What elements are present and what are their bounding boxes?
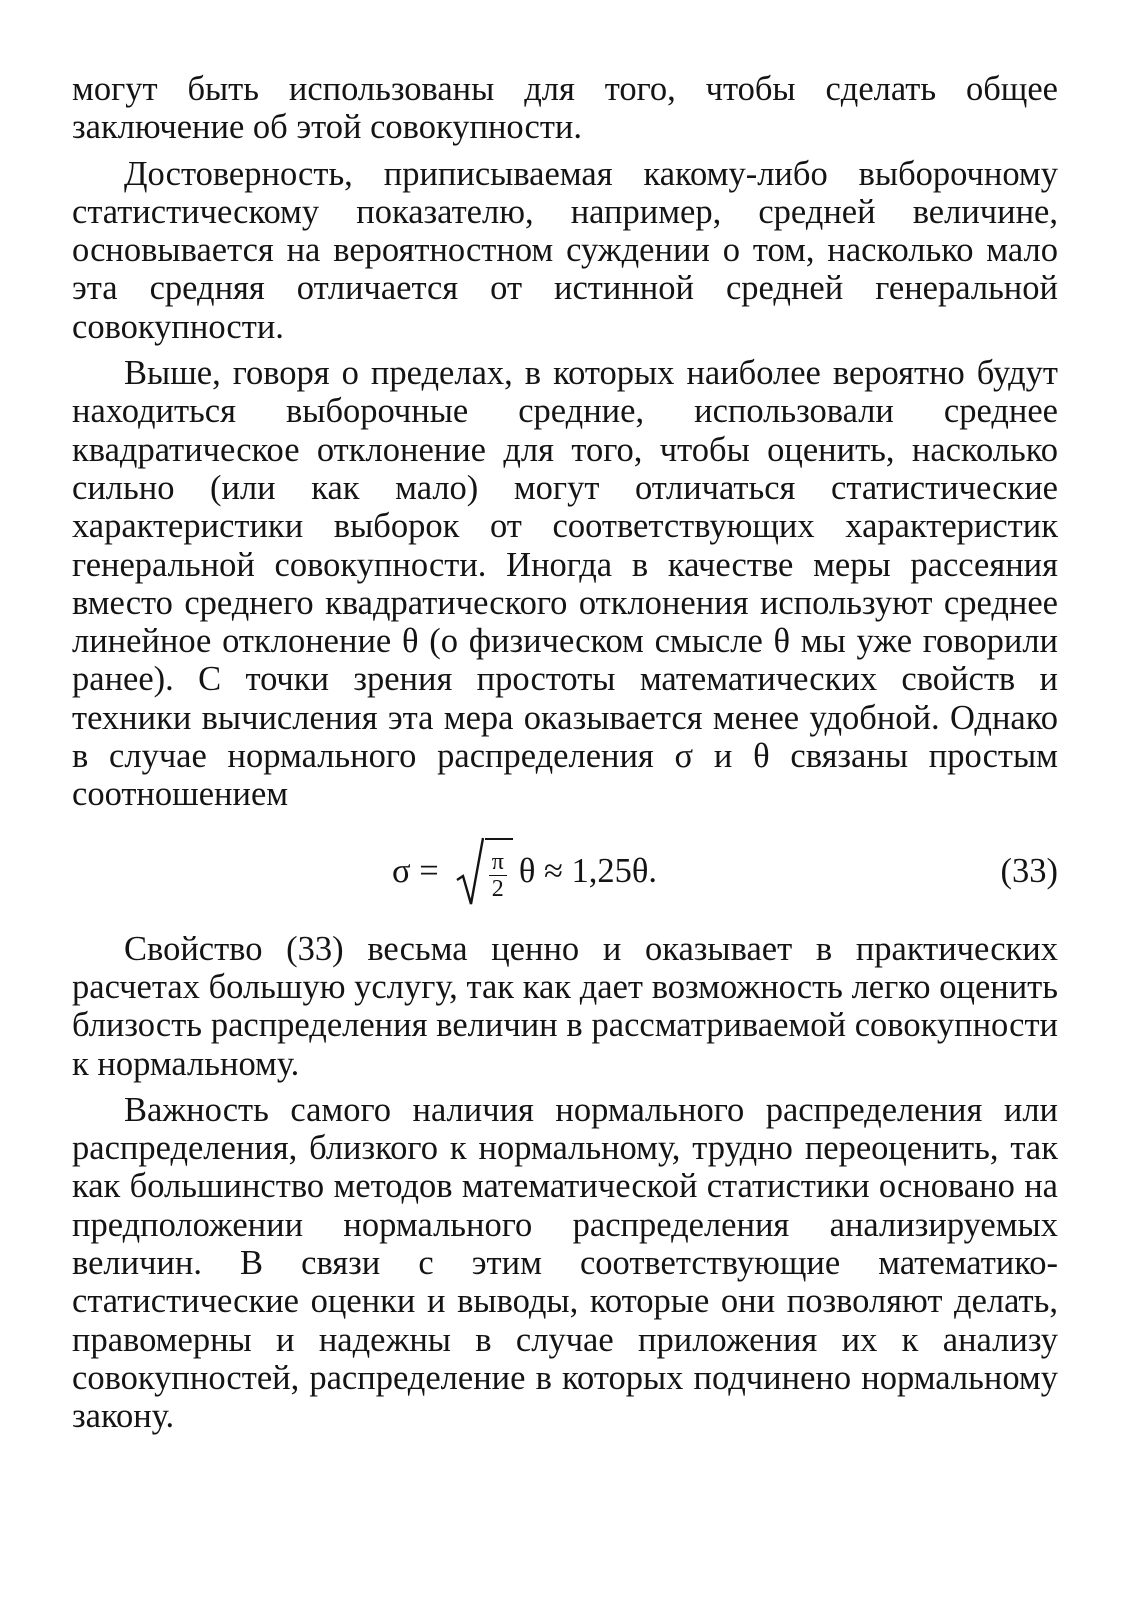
formula-33 xyxy=(72,818,1058,926)
radical-sign-icon xyxy=(455,836,485,908)
paragraph-5: Важность самого наличия нормального распределения или распределения, близкого к нормальному, трудно переоценить, так как большинство методов математической статистики основано на предположении нормального распределения анализируемых величин. В связи с этим соответствующие математико-статистические оценки и выводы, которые они позволяют делать, правомерны и надежны в случае приложения их к анализу совокупностей, распределение в которых подчинено нормальному закону. xyxy=(72,1090,1058,1436)
paragraph-2: Достоверность, приписываемая какому-либо выборочному статистическому показателю, например, средней величине, основывается на вероятностном суждении о том, насколько мало эта средняя отличается от истинной средней генеральной совокупности. xyxy=(72,154,1058,346)
square-root xyxy=(455,836,513,908)
equation-number: (33) xyxy=(1000,852,1058,891)
radicand xyxy=(485,838,513,908)
fraction-pi-over-2 xyxy=(489,849,507,902)
paragraph-3: Выше, говоря о пределах, в которых наиболее вероятно будут находиться выборочные средние, использовали среднее квадратическое отклонение для того, чтобы оценить, насколько сильно (или как мало) могут отличаться статистические характеристики выборок от соответствующих характеристик генеральной совокупности. Иногда в качестве меры рассеяния вместо среднего квадратического отклонения используют среднее линейное отклонение θ (о физическом смысле θ мы уже говорили ранее). С точки зрения простоты математических свойств и техники вычисления эта мера оказывается менее удобной. Однако в случае нормального распределения σ и θ связаны простым соотношением xyxy=(72,354,1058,814)
fraction-numerator: π xyxy=(489,849,507,876)
fraction-denominator: 2 xyxy=(491,876,504,903)
formula-expression xyxy=(392,832,657,912)
page-text xyxy=(72,70,1058,1436)
paragraph-1: могут быть использованы для того, чтобы сделать общее заключение об этой совокупности. xyxy=(72,70,1058,147)
paragraph-4: Свойство (33) весьма ценно и оказывает в практических расчетах большую услугу, так как дает возможность легко оценить близость распределения величин в рассматриваемой совокупности к нормальному. xyxy=(72,929,1058,1083)
formula-rhs: θ ≈ 1,25θ. xyxy=(518,852,658,891)
formula-lhs: σ = xyxy=(392,852,439,891)
